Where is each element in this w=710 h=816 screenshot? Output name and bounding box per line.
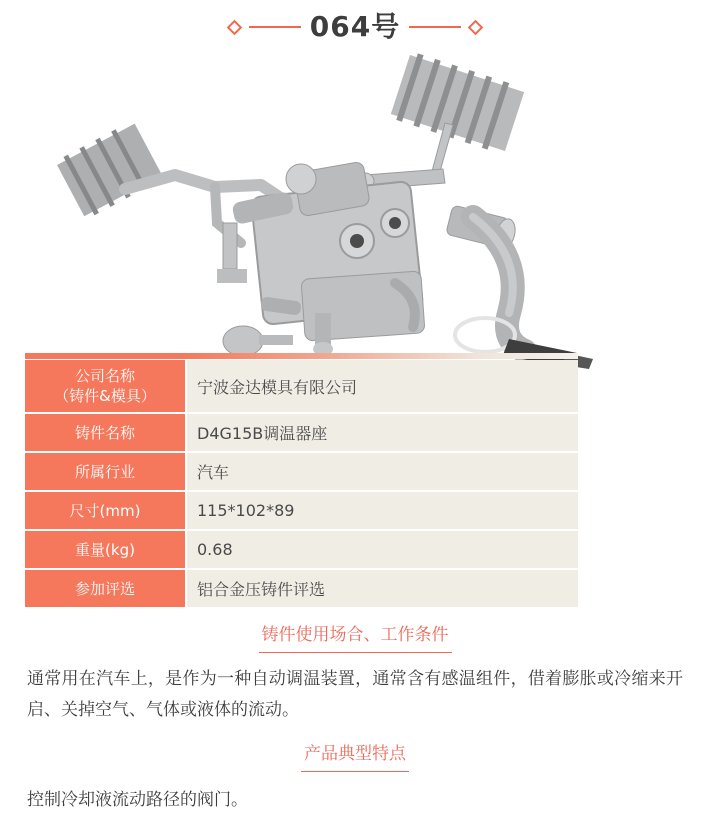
section-features bbox=[0, 743, 710, 772]
row-value-industry: 汽车 bbox=[187, 453, 578, 490]
row-value-weight: 0.68 bbox=[187, 531, 578, 568]
casting-image bbox=[65, 47, 645, 362]
row-value-size: 115*102*89 bbox=[187, 492, 578, 529]
table-row-company bbox=[25, 360, 578, 412]
title-divider-line bbox=[409, 26, 461, 28]
table-row-casting-name bbox=[25, 414, 578, 451]
row-value-company: 宁波金达模具有限公司 bbox=[187, 360, 578, 412]
row-label-company bbox=[25, 360, 185, 412]
table-row-size bbox=[25, 492, 578, 529]
page-title-text: 064号 bbox=[309, 10, 401, 43]
usage-paragraph: 通常用在汽车上，是作为一种自动调温装置，通常含有感温组件，借着膨胀或冷缩来开启、关掉空气、气体或液体的流动。 bbox=[27, 669, 683, 721]
row-label-text: 铸件名称 bbox=[74, 423, 135, 442]
features-paragraph: 控制冷却液流动路径的阀门。 bbox=[27, 790, 248, 811]
row-label-casting-name bbox=[25, 414, 185, 451]
spec-table bbox=[25, 353, 578, 607]
section-usage bbox=[0, 624, 710, 653]
row-label-text: 尺寸(mm) bbox=[69, 501, 141, 520]
row-label-contest bbox=[25, 570, 185, 607]
row-value-casting-name: D4G15B调温器座 bbox=[187, 414, 578, 451]
row-label-text: 所属行业 bbox=[74, 462, 135, 481]
diamond-icon bbox=[226, 19, 242, 35]
table-row-contest bbox=[25, 570, 578, 607]
row-sublabel-text: （铸件&模具） bbox=[54, 387, 156, 405]
section-heading-features: 产品典型特点 bbox=[301, 743, 409, 772]
table-row-weight bbox=[25, 531, 578, 568]
product-photo bbox=[65, 47, 645, 353]
page-title bbox=[0, 0, 710, 45]
row-label-text: 参加评选 bbox=[74, 579, 135, 598]
diamond-icon bbox=[468, 19, 484, 35]
row-label-industry bbox=[25, 453, 185, 490]
table-gradient-strip bbox=[25, 353, 578, 359]
row-label-size bbox=[25, 492, 185, 529]
row-value-contest: 铝合金压铸件评选 bbox=[187, 570, 578, 607]
section-heading-usage: 铸件使用场合、工作条件 bbox=[259, 624, 452, 653]
title-divider-line bbox=[249, 26, 301, 28]
row-label-text: 公司名称 bbox=[74, 367, 135, 385]
row-label-weight bbox=[25, 531, 185, 568]
row-label-text: 重量(kg) bbox=[75, 540, 135, 559]
table-row-industry bbox=[25, 453, 578, 490]
